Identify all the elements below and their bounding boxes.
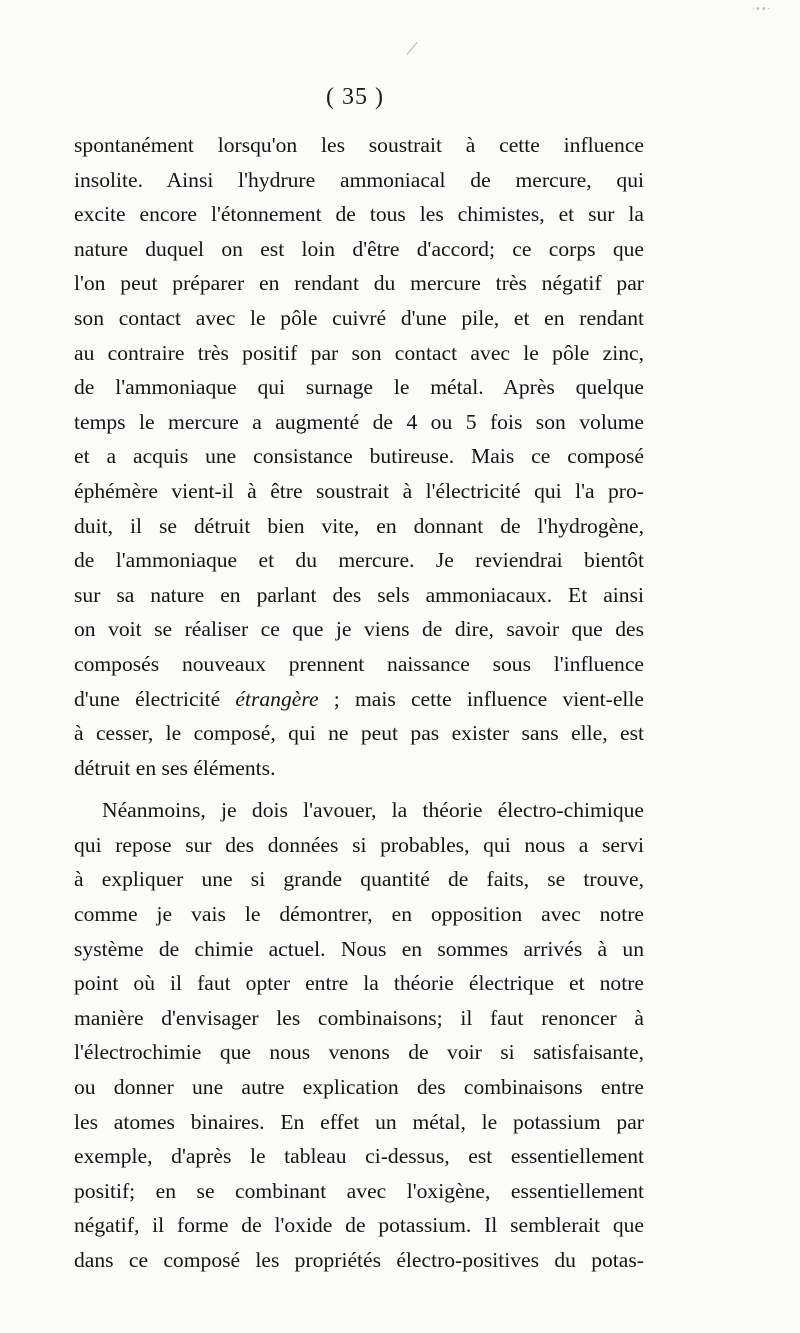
text-line: au contraire très positif par son contact avec le pôle zinc,	[74, 340, 644, 365]
text-line: négatif, il forme de l'oxide de potassium. Il semblerait que	[74, 1213, 644, 1238]
text-line-with-italic	[74, 682, 644, 717]
text-line: nature duquel on est loin d'être d'accord; ce corps que	[74, 236, 644, 261]
text-line: sur sa nature en parlant des sels ammoniacaux. Et ainsi	[74, 582, 644, 607]
text-line: à cesser, le composé, qui ne peut pas exister sans elle, est	[74, 721, 644, 746]
text-line: à expliquer une si grande quantité de faits, se trouve,	[74, 867, 644, 892]
page-number: ( 35 )	[326, 84, 384, 110]
stray-pencil-mark	[406, 42, 417, 55]
text-line: l'électrochimie que nous venons de voir si satisfaisante,	[74, 1040, 644, 1065]
body-text	[74, 128, 644, 1278]
text-line: de l'ammoniaque et du mercure. Je reviendrai bientôt	[74, 548, 644, 573]
text-line: composés nouveaux prennent naissance sous l'influence	[74, 651, 644, 676]
italic-word: étrangère	[235, 686, 319, 711]
text-segment: ; mais cette influence vient-elle	[318, 686, 644, 711]
text-line: exemple, d'après le tableau ci-dessus, est essentiellement	[74, 1144, 644, 1169]
text-segment: d'une électricité	[74, 686, 236, 711]
text-line: point où il faut opter entre la théorie électrique et notre	[74, 971, 644, 996]
text-line: temps le mercure a augmenté de 4 ou 5 fois son volume	[74, 409, 644, 434]
text-line: comme je vais le démontrer, en opposition avec notre	[74, 902, 644, 927]
text-line: système de chimie actuel. Nous en sommes arrivés à un	[74, 936, 644, 961]
text-line: et a acquis une consistance butireuse. Mais ce composé	[74, 444, 644, 469]
text-line: détruit en ses éléments.	[74, 755, 276, 780]
text-line: de l'ammoniaque qui surnage le métal. Après quelque	[74, 375, 644, 400]
text-line: manière d'envisager les combinaisons; il faut renoncer à	[74, 1005, 644, 1030]
text-line: on voit se réaliser ce que je viens de dire, savoir que des	[74, 617, 644, 642]
text-line: excite encore l'étonnement de tous les chimistes, et sur la	[74, 202, 644, 227]
text-line: l'on peut préparer en rendant du mercure très négatif par	[74, 271, 644, 296]
text-line: éphémère vient-il à être soustrait à l'électricité qui l'a pro-	[74, 478, 644, 503]
text-line: les atomes binaires. En effet un métal, le potassium par	[74, 1109, 644, 1134]
text-line: positif; en se combinant avec l'oxigène, essentiellement	[74, 1178, 644, 1203]
text-line: son contact avec le pôle cuivré d'une pile, et en rendant	[74, 305, 644, 330]
text-line: spontanément lorsqu'on les soustrait à cette influence	[74, 133, 644, 157]
text-line: qui repose sur des données si probables, qui nous a servi	[74, 832, 644, 857]
paragraph-gap	[74, 785, 644, 793]
text-line: dans ce composé les propriétés électro-positives du potas-	[74, 1248, 644, 1272]
text-line: insolite. Ainsi l'hydrure ammoniacal de mercure, qui	[74, 167, 644, 192]
text-line: Néanmoins, je dois l'avouer, la théorie électro-chimique	[102, 798, 644, 823]
text-line: ou donner une autre explication des combinaisons entre	[74, 1075, 644, 1100]
corner-smudge: ·••·	[751, 4, 770, 15]
text-line: duit, il se détruit bien vite, en donnant de l'hydrogène,	[74, 513, 644, 538]
